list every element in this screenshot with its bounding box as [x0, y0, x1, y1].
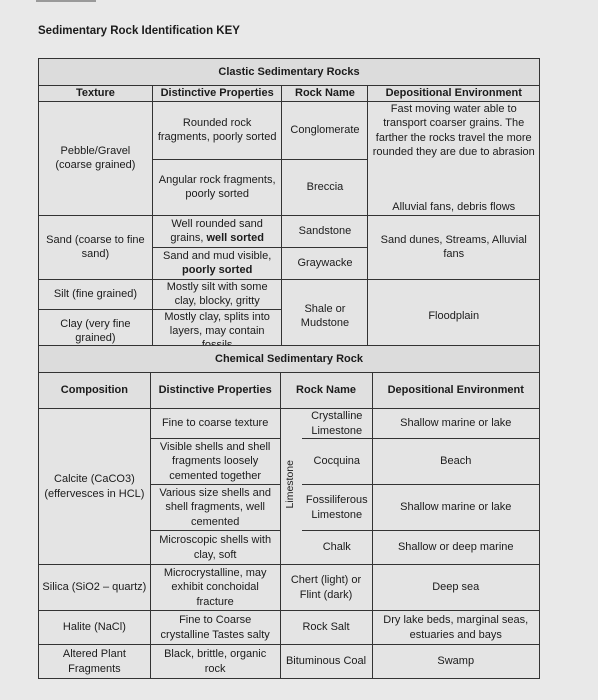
comp-halite: Halite (NaCl) [39, 611, 151, 645]
texture-sand: Sand (coarse to fine sand) [39, 215, 153, 279]
header-rock-name: Rock Name [282, 86, 368, 102]
prop-microcrystalline: Microcrystalline, may exhibit conchoidal fracture [150, 565, 280, 611]
header-properties: Distinctive Properties [152, 86, 282, 102]
clastic-table [38, 58, 540, 354]
texture-silt: Silt (fine grained) [39, 279, 153, 309]
header-rock-name: Rock Name [280, 373, 372, 409]
prop-fine-texture: Fine to coarse texture [150, 409, 280, 439]
rock-graywacke: Graywacke [282, 247, 368, 279]
env-dunes: Sand dunes, Streams, Alluvial fans [368, 215, 540, 279]
chemical-caption: Chemical Sedimentary Rock [39, 346, 540, 373]
env-shallow-1: Shallow marine or lake [372, 409, 540, 439]
prop-sand-mud: Sand and mud visible, poorly sorted [152, 247, 282, 279]
rock-salt: Rock Salt [280, 611, 372, 645]
rock-coquina: Cocquina [302, 439, 372, 485]
rock-crystalline: Crystalline Limestone [302, 409, 372, 439]
env-beach: Beach [372, 439, 540, 485]
env-deep-sea: Deep sea [372, 565, 540, 611]
header-environment: Depositional Environment [372, 373, 540, 409]
prop-various-shells: Various size shells and shell fragments, well cemented [150, 485, 280, 531]
env-shallow-2: Shallow marine or lake [372, 485, 540, 531]
header-texture: Texture [39, 86, 153, 102]
clastic-caption: Clastic Sedimentary Rocks [39, 59, 540, 86]
comp-silica: Silica (SiO2 – quartz) [39, 565, 151, 611]
comp-plant: Altered Plant Fragments [39, 645, 151, 679]
prop-halite: Fine to Coarse crystalline Tastes salty [150, 611, 280, 645]
header-composition: Composition [39, 373, 151, 409]
prop-organic: Black, brittle, organic rock [150, 645, 280, 679]
limestone-label: Limestone [280, 409, 302, 565]
env-floodplain: Floodplain [368, 279, 540, 353]
env-swamp: Swamp [372, 645, 540, 679]
env-dry-lake: Dry lake beds, marginal seas, estuaries and bays [372, 611, 540, 645]
env-fast-water: Fast moving water able to transport coarser grains. The farther the rocks travel the more rounded they are due to abrasion [368, 102, 540, 160]
header-properties: Distinctive Properties [150, 373, 280, 409]
header-environment: Depositional Environment [368, 86, 540, 102]
page-title: Sedimentary Rock Identification KEY [38, 25, 240, 37]
chemical-table [38, 345, 540, 679]
rock-fossiliferous: Fossiliferous Limestone [302, 485, 372, 531]
prop-angular: Angular rock fragments, poorly sorted [152, 159, 282, 215]
prop-rounded: Rounded rock fragments, poorly sorted [152, 102, 282, 160]
rock-chert: Chert (light) or Flint (dark) [280, 565, 372, 611]
texture-pebble: Pebble/Gravel (coarse grained) [39, 102, 153, 216]
env-deep-marine: Shallow or deep marine [372, 531, 540, 565]
prop-microscopic: Microscopic shells with clay, soft [150, 531, 280, 565]
rock-conglomerate: Conglomerate [282, 102, 368, 160]
rock-chalk: Chalk [302, 531, 372, 565]
rock-coal: Bituminous Coal [280, 645, 372, 679]
texture-clay: Clay (very fine grained) [39, 309, 153, 353]
rock-breccia: Breccia [282, 159, 368, 215]
top-divider [36, 0, 96, 2]
env-alluvial: Alluvial fans, debris flows [368, 159, 540, 215]
prop-silt: Mostly silt with some clay, blocky, gritty [152, 279, 282, 309]
rock-shale: Shale or Mudstone [282, 279, 368, 353]
prop-visible-shells: Visible shells and shell fragments loosely cemented together [150, 439, 280, 485]
prop-clay: Mostly clay, splits into layers, may contain [152, 309, 282, 353]
prop-well-rounded: Well rounded sand grains, well sorted [152, 215, 282, 247]
rock-sandstone: Sandstone [282, 215, 368, 247]
comp-calcite: Calcite (CaCO3) (effervesces in HCL) [39, 409, 151, 565]
